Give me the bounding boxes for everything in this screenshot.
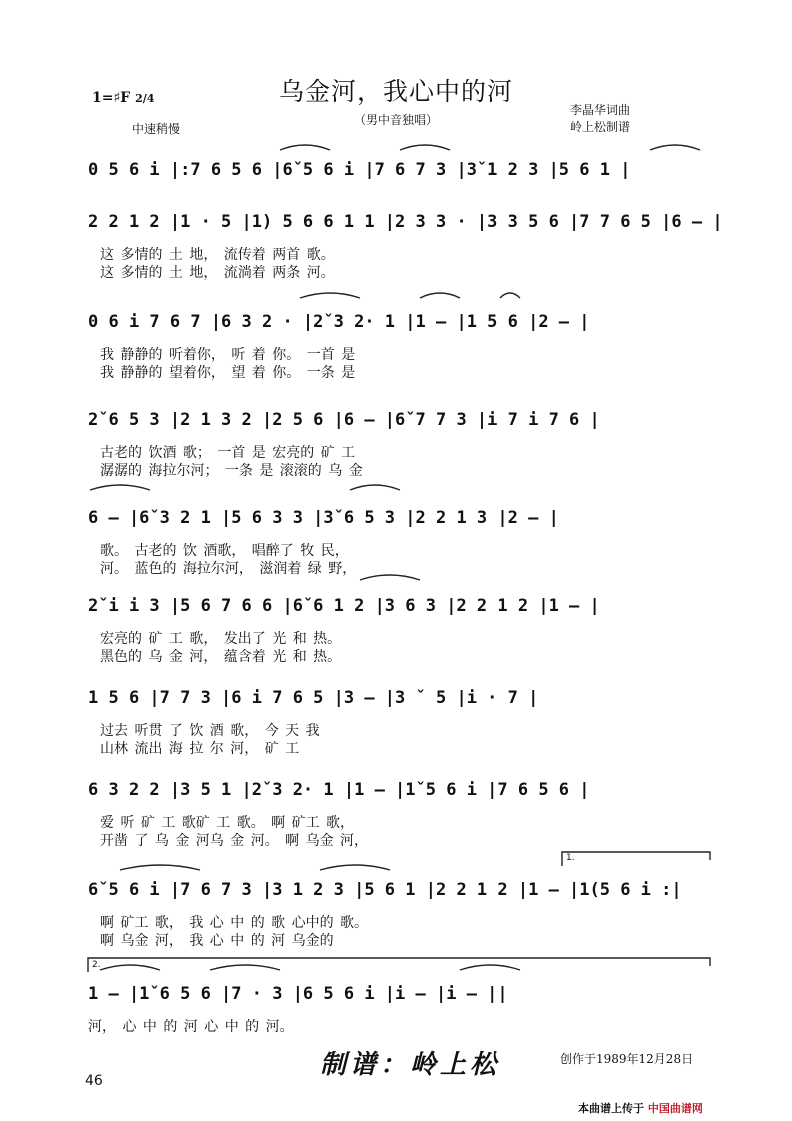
lyric-line: 啊 乌金 河， 我 心 中 的 河 乌金的 (100, 933, 334, 949)
notation-row: 2 2 1 2 |1 · 5 |1) 5 6 6 1 1 |2 3 3 · |3 3 5 6 |7 7 6 5 |6 – | (88, 212, 723, 232)
slur-arc (400, 145, 450, 150)
volta-second-ending: 2. (92, 960, 101, 970)
page-number: 46 (85, 1073, 103, 1089)
notation-row: 2ˇi i 3 |5 6 7 6 6 |6ˇ6 1 2 |3 6 3 |2 2 1 2 |1 – | (88, 596, 600, 616)
notation-row: 6ˇ5 6 i |7 6 7 3 |3 1 2 3 |5 6 1 |2 2 1 2 |1 – |1(5 6 i :| (88, 880, 682, 900)
slur-arc (90, 485, 150, 490)
notation-row: 0 5 6 i |:7 6 5 6 |6ˇ5 6 i |7 6 7 3 |3ˇ1 2 3 |5 6 1 | (88, 160, 631, 180)
lyric-line: 河。 蓝色的 海拉尔河， 滋润着 绿 野， (100, 561, 357, 577)
notation-row: 6 3 2 2 |3 5 1 |2ˇ3 2· 1 |1 – |1ˇ5 6 i |7 6 5 6 | (88, 780, 590, 800)
slur-arc (420, 293, 460, 298)
notation-row: 0 6 i 7 6 7 |6 3 2 · |2ˇ3 2· 1 |1 – |1 5 6 |2 – | (88, 312, 590, 332)
source-footer (578, 1100, 703, 1116)
lyric-line: 爱 听 矿 工 歌矿 工 歌。 啊 矿工 歌， (100, 815, 355, 831)
notation-row: 1 5 6 |7 7 3 |6 i 7 6 5 |3 – |3 ˇ 5 |i · 7 | (88, 688, 539, 708)
lyricist-composer: 李晶华词曲 (570, 103, 631, 117)
upload-text: 本曲谱上传于 (578, 1102, 644, 1115)
lyric-line: 歌。 古老的 饮 酒歌， 唱醉了 牧 民， (100, 543, 349, 559)
brand-logo[interactable]: 中国曲谱网 (647, 1102, 703, 1115)
lyric-line: 黑色的 乌 金 河， 蕴含着 光 和 热。 (100, 649, 342, 665)
slur-arc (650, 145, 700, 150)
subtitle: （男中音独唱） (353, 113, 438, 127)
lyric-line: 这 多情的 土 地， 流传着 两首 歌。 (100, 247, 335, 263)
slur-arc (500, 293, 520, 298)
lyric-line: 河， 心 中 的 河 心 中 的 河。 (88, 1019, 294, 1035)
volta-first-ending: 1. (566, 853, 575, 863)
lyric-line: 我 静静的 望着你， 望 着 你。 一条 是 (100, 365, 356, 381)
notation-row: 6 – |6ˇ3 2 1 |5 6 3 3 |3ˇ6 5 3 |2 2 1 3 |2 – | (88, 508, 559, 528)
lyric-line: 过去 听贯 了 饮 酒 歌， 今 天 我 (100, 723, 320, 739)
lyric-line: 我 静静的 听着你， 听 着 你。 一首 是 (100, 347, 356, 363)
lyric-line: 古老的 饮酒 歌； 一首 是 宏亮的 矿 工 (100, 445, 356, 461)
lyric-line: 潺潺的 海拉尔河； 一条 是 滚滚的 乌 金 (100, 463, 363, 479)
key-label: 1=♯F (92, 90, 131, 106)
key-signature (92, 90, 154, 106)
volta-bracket (562, 852, 710, 866)
lyric-line: 啊 矿工 歌， 我 心 中 的 歌 心中的 歌。 (100, 915, 369, 931)
volta-bracket (88, 958, 710, 972)
slur-arc (460, 965, 520, 970)
tempo-marking: 中速稍慢 (132, 122, 181, 136)
page-title: 乌金河，我心中的河 (278, 77, 513, 106)
transcriber: 岭上松制谱 (570, 120, 631, 134)
slur-arc (360, 575, 420, 580)
slur-arc (120, 865, 200, 870)
time-signature: 2/4 (135, 92, 155, 105)
notation-row: 2ˇ6 5 3 |2 1 3 2 |2 5 6 |6 – |6ˇ7 7 3 |i 7 i 7 6 | (88, 410, 600, 430)
slur-arc (300, 293, 360, 298)
signature: 制谱：岭上松 (320, 1050, 501, 1080)
slur-arc (210, 965, 280, 970)
slur-arc (280, 145, 330, 150)
lyric-line: 宏亮的 矿 工 歌， 发出了 光 和 热。 (100, 631, 342, 647)
slur-arc (320, 865, 390, 870)
slur-arc (100, 965, 160, 970)
notation-row: 1 – |1ˇ6 5 6 |7 · 3 |6 5 6 i |i – |i – || (88, 984, 508, 1004)
creation-date: 创作于1989年12月28日 (560, 1052, 694, 1066)
slur-arc (350, 485, 400, 490)
lyric-line: 这 多情的 土 地， 流淌着 两条 河。 (100, 265, 335, 281)
lyric-line: 开凿 了 乌 金 河乌 金 河。 啊 乌金 河， (100, 833, 369, 849)
lyric-line: 山林 流出 海 拉 尔 河， 矿 工 (100, 741, 300, 757)
